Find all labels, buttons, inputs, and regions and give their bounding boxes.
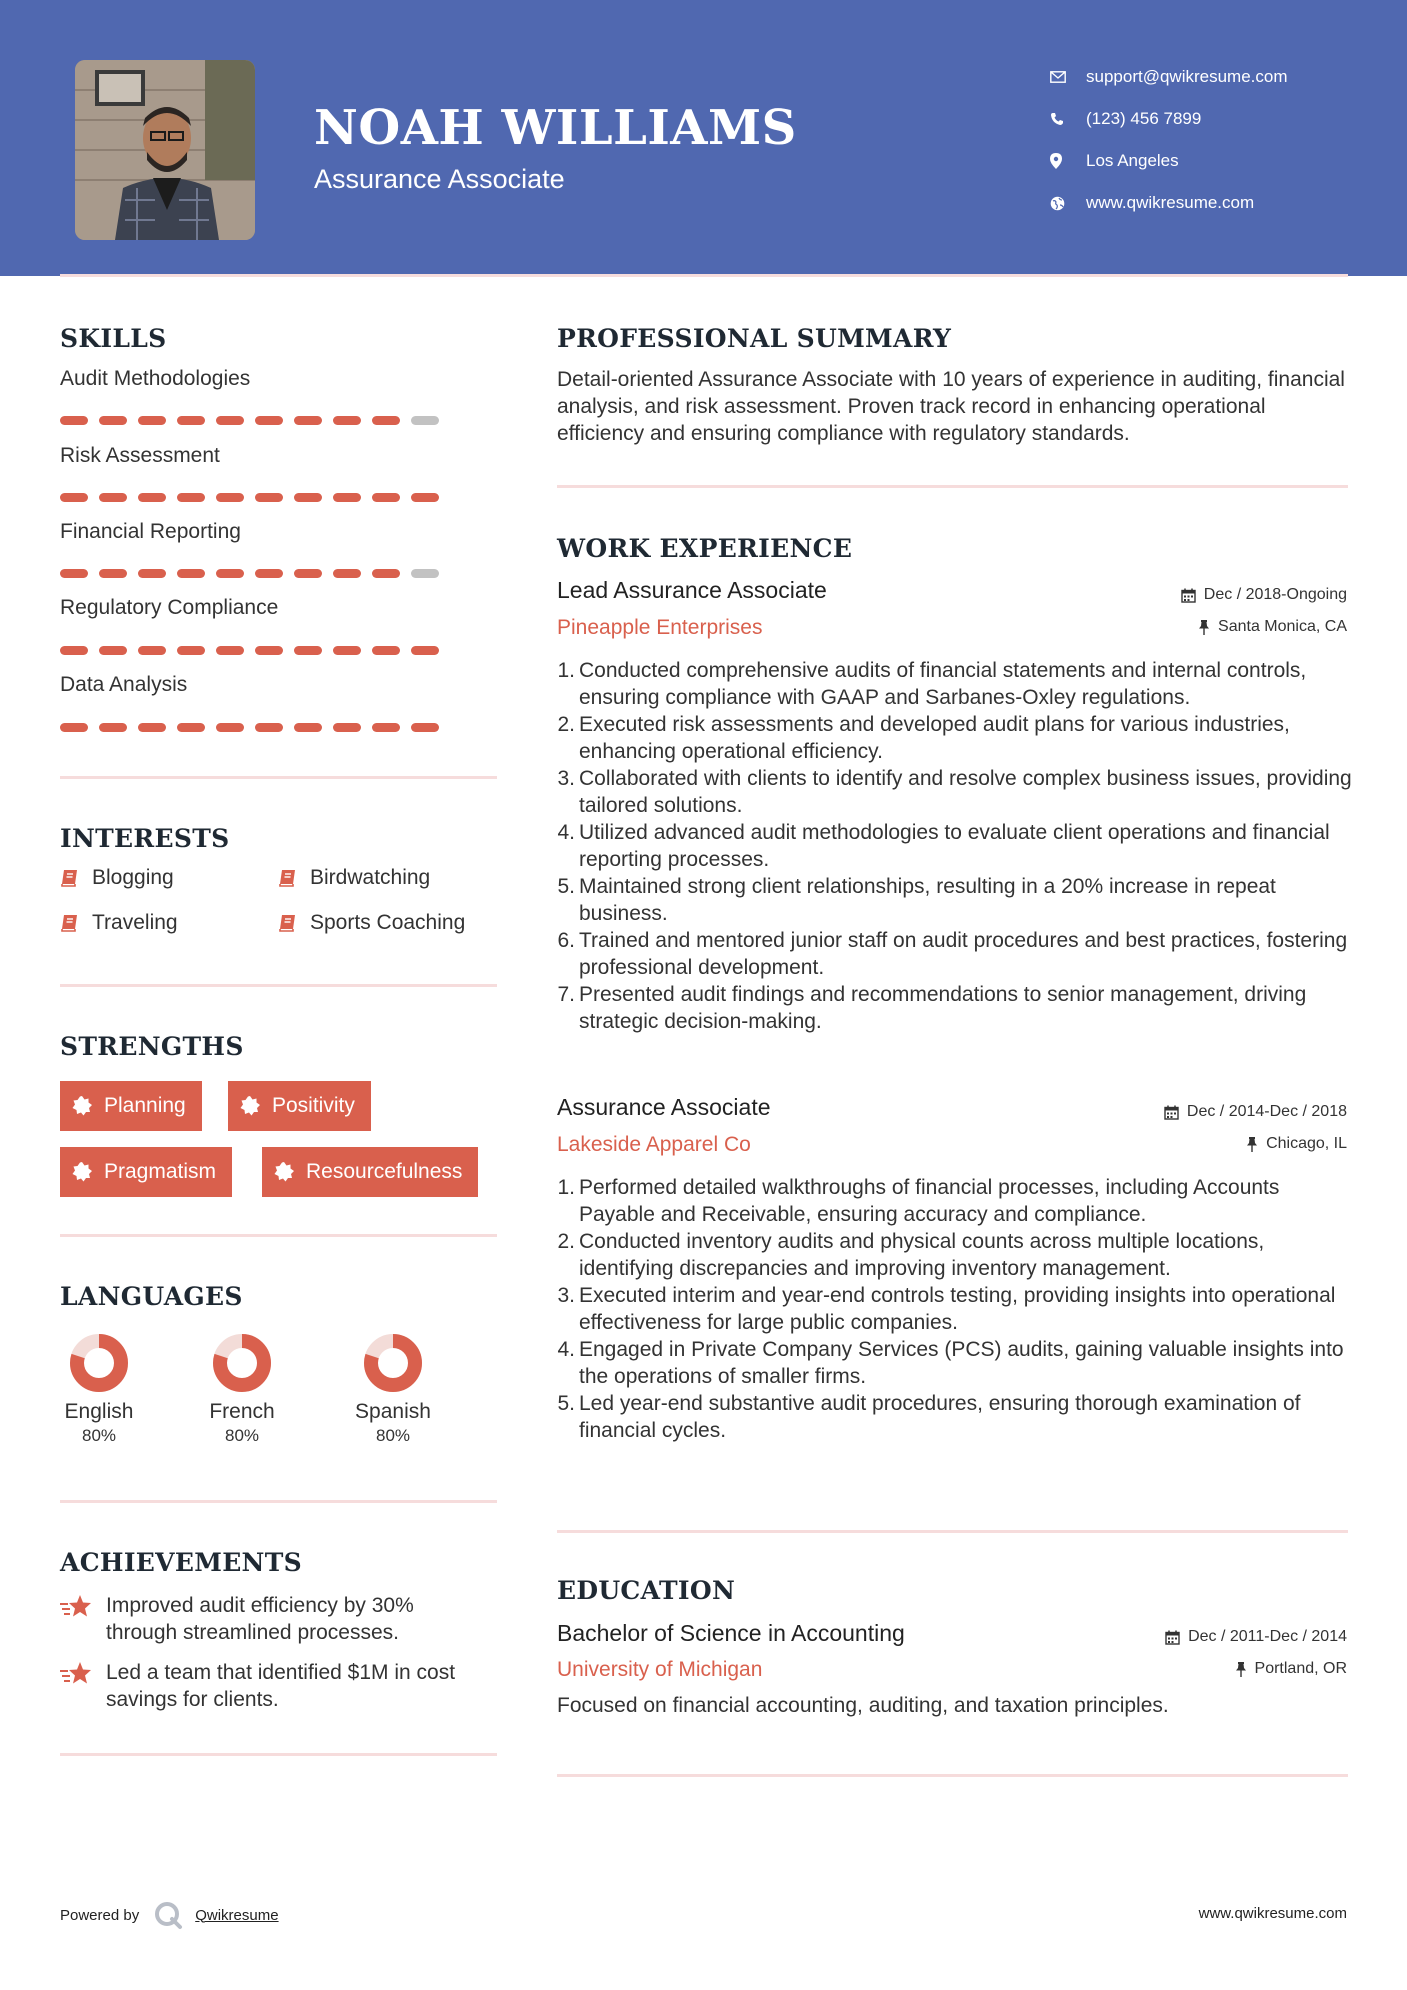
header-divider [60, 274, 1348, 277]
skill-segment-filled [294, 416, 322, 425]
language-item [333, 1332, 453, 1446]
skill-bar [60, 723, 439, 732]
education-school: University of Michigan [557, 1658, 763, 1681]
contact-location-text: Los Angeles [1086, 151, 1179, 170]
interests-title: INTERESTS [60, 824, 230, 853]
job-bullet-text: Engaged in Private Company Services (PCS) audits, gaining valuable insights into the operations of smaller firms. [579, 1338, 1344, 1388]
star-icon [60, 1661, 92, 1685]
contact-website-text: www.qwikresume.com [1086, 193, 1255, 212]
candidate-role: Assurance Associate [314, 164, 565, 194]
calendar-icon [1181, 588, 1196, 603]
section-divider [60, 1500, 497, 1503]
badge-icon [72, 1162, 92, 1182]
pushpin-icon [1235, 1662, 1247, 1677]
skill-segment-filled [255, 646, 283, 655]
skill-segment-filled [138, 646, 166, 655]
strength-label: Planning [104, 1094, 186, 1117]
job-location [1246, 1135, 1347, 1153]
skill-segment-empty [411, 416, 439, 425]
skill-segment-filled [99, 416, 127, 425]
pushpin-icon [1198, 620, 1210, 635]
contact-phone[interactable] [1050, 98, 1288, 140]
section-divider [557, 1530, 1348, 1533]
section-divider [60, 1234, 497, 1237]
resume-header [0, 0, 1407, 276]
job-dates [1181, 586, 1347, 604]
languages-title: LANGUAGES [60, 1282, 243, 1311]
achievements-title: ACHIEVEMENTS [60, 1548, 302, 1577]
skill-segment-filled [99, 646, 127, 655]
skill-segment-filled [216, 493, 244, 502]
footer-website[interactable]: www.qwikresume.com [1198, 1905, 1347, 1922]
skill-segment-filled [60, 723, 88, 732]
job-location-text: Santa Monica, CA [1218, 618, 1347, 635]
job-company: Pineapple Enterprises [557, 616, 763, 639]
calendar-icon [1164, 1105, 1179, 1120]
job-bullet: 1. Performed detailed walkthroughs of financial processes, including Accounts Payable and Receivable, ensuring accuracy and compliance. [557, 1174, 1357, 1228]
skill-segment-filled [372, 723, 400, 732]
strength-tag [228, 1081, 371, 1131]
job-location-text: Chicago, IL [1266, 1135, 1347, 1152]
achievement-item [60, 1592, 480, 1646]
job-bullets [557, 657, 1357, 1035]
job-bullet: 5. Led year-end substantive audit procedures, ensuring thorough examination of financial cycles. [557, 1390, 1357, 1444]
skill-segment-filled [372, 569, 400, 578]
interest-label: Sports Coaching [310, 911, 466, 934]
qwikresume-logo-icon [153, 1900, 183, 1930]
job-bullet: 7. Presented audit findings and recommendations to senior management, driving strategic decision-making. [557, 981, 1357, 1035]
strengths-title: STRENGTHS [60, 1032, 244, 1061]
skill-segment-filled [411, 723, 439, 732]
job-bullet-text: Utilized advanced audit methodologies to evaluate client operations and financial reporting processes. [579, 821, 1330, 871]
job-bullet-text: Presented audit findings and recommendations to senior management, driving strategic decision-making. [579, 983, 1307, 1033]
job-bullet: 5. Maintained strong client relationships, resulting in a 20% increase in repeat business. [557, 873, 1357, 927]
pushpin-icon [1246, 1137, 1258, 1152]
qwikresume-link[interactable]: Qwikresume [195, 1906, 279, 1924]
education-dates [1165, 1628, 1347, 1646]
skill-segment-filled [255, 416, 283, 425]
job-bullet-text: Conducted comprehensive audits of financial statements and internal controls, ensuring compliance with GAAP and Sarbanes-Oxley regulations. [579, 659, 1307, 709]
skill-segment-filled [333, 646, 361, 655]
education-title: EDUCATION [557, 1576, 736, 1605]
skill-segment-filled [372, 493, 400, 502]
language-name: English [64, 1400, 134, 1423]
education-degree: Bachelor of Science in Accounting [557, 1620, 905, 1646]
language-name: Spanish [355, 1400, 431, 1423]
experience-title: WORK EXPERIENCE [557, 534, 853, 563]
skill-name: Data Analysis [60, 673, 188, 696]
education-location [1235, 1660, 1347, 1678]
job-bullet: 4. Engaged in Private Company Services (PCS) audits, gaining valuable insights into the operations of smaller firms. [557, 1336, 1357, 1390]
envelope-icon [1050, 71, 1086, 83]
contact-website[interactable] [1050, 182, 1288, 224]
map-pin-icon [1050, 153, 1086, 169]
skill-segment-filled [255, 723, 283, 732]
education-dates-text: Dec / 2011-Dec / 2014 [1188, 1628, 1347, 1645]
skill-segment-filled [216, 569, 244, 578]
job-bullet-text: Led year-end substantive audit procedures, ensuring thorough examination of financial cycles. [579, 1392, 1301, 1442]
skill-segment-filled [372, 416, 400, 425]
job-bullet-text: Performed detailed walkthroughs of financial processes, including Accounts Payable and Receivable, ensuring accuracy and compliance. [579, 1176, 1280, 1226]
strength-tag [60, 1081, 202, 1131]
skill-segment-filled [99, 493, 127, 502]
skill-bar [60, 646, 439, 655]
skill-segment-filled [177, 723, 205, 732]
skill-segment-filled [216, 723, 244, 732]
strength-tag [60, 1147, 232, 1197]
interest-item [278, 911, 465, 935]
education-description: Focused on financial accounting, auditing, and taxation principles. [557, 1694, 1169, 1717]
job-bullet-text: Collaborated with clients to identify and resolve complex business issues, providing tailored solutions. [579, 767, 1352, 817]
skill-segment-filled [333, 723, 361, 732]
strength-label: Pragmatism [104, 1160, 217, 1183]
interest-label: Blogging [92, 866, 174, 889]
summary-title: PROFESSIONAL SUMMARY [557, 324, 952, 353]
skill-segment-filled [60, 416, 88, 425]
skill-segment-filled [138, 416, 166, 425]
contact-location [1050, 140, 1288, 182]
section-divider [557, 485, 1348, 488]
skill-segment-filled [294, 646, 322, 655]
book-icon [278, 868, 298, 888]
achievement-text: Led a team that identified $1M in cost savings for clients. [106, 1661, 456, 1711]
profile-photo [75, 60, 255, 240]
skill-bar [60, 569, 439, 578]
skill-segment-filled [255, 493, 283, 502]
book-icon [278, 913, 298, 933]
skill-segment-filled [294, 723, 322, 732]
globe-icon [1050, 196, 1086, 211]
section-divider [60, 1753, 497, 1756]
skill-segment-filled [177, 493, 205, 502]
skill-segment-filled [411, 646, 439, 655]
summary-text: Detail-oriented Assurance Associate with 10 years of experience in auditing, financial analysis, and risk assessment. Proven track record in enhancing operational efficiency and ensuring compliance with regulatory standards. [557, 368, 1345, 445]
contact-email[interactable] [1050, 56, 1288, 98]
job-dates-text: Dec / 2014-Dec / 2018 [1186, 1103, 1347, 1120]
phone-icon [1050, 112, 1086, 126]
language-level-ring [211, 1332, 273, 1394]
job-bullet: 2. Executed risk assessments and developed audit plans for various industries, enhancing operational efficiency. [557, 711, 1357, 765]
interest-label: Birdwatching [310, 866, 431, 889]
job-bullet-text: Executed interim and year-end controls testing, providing insights into operational effectiveness for large public companies. [579, 1284, 1336, 1334]
job-title: Lead Assurance Associate [557, 577, 827, 603]
job-bullet-text: Conducted inventory audits and physical counts across multiple locations, identifying discrepancies and improving inventory management. [579, 1230, 1265, 1280]
skill-segment-filled [333, 493, 361, 502]
interest-item [278, 866, 430, 890]
badge-icon [274, 1162, 294, 1182]
job-bullet-text: Maintained strong client relationships, resulting in a 20% increase in repeat business. [579, 875, 1276, 925]
skill-segment-filled [333, 569, 361, 578]
education-location-text: Portland, OR [1254, 1660, 1347, 1677]
interest-label: Traveling [92, 911, 178, 934]
skill-segment-filled [138, 723, 166, 732]
skill-segment-filled [60, 493, 88, 502]
strength-tag [262, 1147, 478, 1197]
language-level: 80% [81, 1426, 117, 1445]
calendar-icon [1165, 1630, 1180, 1645]
job-dates-text: Dec / 2018-Ongoing [1203, 586, 1347, 603]
contact-info [1050, 56, 1288, 224]
skills-title: SKILLS [60, 324, 167, 353]
section-divider [60, 776, 497, 779]
job-bullet: 6. Trained and mentored junior staff on audit procedures and best practices, fostering professional development. [557, 927, 1357, 981]
job-dates [1164, 1103, 1347, 1121]
job-bullet: 2. Conducted inventory audits and physical counts across multiple locations, identifying discrepancies and improving inventory management. [557, 1228, 1357, 1282]
section-divider [60, 984, 497, 987]
job-bullet-text: Trained and mentored junior staff on audit procedures and best practices, fostering professional development. [579, 929, 1348, 979]
skill-segment-filled [372, 646, 400, 655]
book-icon [60, 913, 80, 933]
powered-by-label: Powered by [60, 1906, 140, 1924]
skill-bar [60, 493, 439, 502]
interest-item [60, 866, 174, 890]
badge-icon [72, 1096, 92, 1116]
skill-segment-filled [294, 493, 322, 502]
language-name: French [209, 1400, 275, 1423]
job-title: Assurance Associate [557, 1094, 771, 1120]
skill-segment-filled [138, 493, 166, 502]
language-level: 80% [224, 1426, 260, 1445]
candidate-name: NOAH WILLIAMS [314, 100, 797, 156]
achievement-text: Improved audit efficiency by 30% through streamlined processes. [106, 1594, 414, 1644]
book-icon [60, 868, 80, 888]
skill-segment-filled [216, 646, 244, 655]
star-icon [60, 1594, 92, 1618]
skill-name: Financial Reporting [60, 520, 241, 543]
skill-segment-filled [177, 646, 205, 655]
contact-phone-text: (123) 456 7899 [1086, 109, 1202, 128]
section-divider [557, 1774, 1348, 1777]
interest-item [60, 911, 178, 935]
strength-label: Positivity [272, 1094, 355, 1117]
job-bullet: 3. Executed interim and year-end controls testing, providing insights into operational effectiveness for large public companies. [557, 1282, 1357, 1336]
language-level-ring [68, 1332, 130, 1394]
job-bullet: 3. Collaborated with clients to identify and resolve complex business issues, providing tailored solutions. [557, 765, 1357, 819]
skill-segment-filled [60, 569, 88, 578]
skill-name: Audit Methodologies [60, 367, 251, 390]
language-level-ring [362, 1332, 424, 1394]
skill-segment-filled [138, 569, 166, 578]
skill-segment-filled [294, 569, 322, 578]
language-item [39, 1332, 159, 1446]
skill-segment-filled [333, 416, 361, 425]
badge-icon [240, 1096, 260, 1116]
skill-segment-filled [255, 569, 283, 578]
skill-segment-empty [411, 569, 439, 578]
skill-segment-filled [411, 493, 439, 502]
job-company: Lakeside Apparel Co [557, 1133, 751, 1156]
skill-bar [60, 416, 439, 425]
footer-powered-by [60, 1900, 279, 1930]
job-bullet: 4. Utilized advanced audit methodologies to evaluate client operations and financial reporting processes. [557, 819, 1357, 873]
skill-segment-filled [99, 569, 127, 578]
strength-label: Resourcefulness [306, 1160, 463, 1183]
achievement-item [60, 1659, 480, 1713]
contact-email-text: support@qwikresume.com [1086, 67, 1288, 86]
skill-segment-filled [60, 646, 88, 655]
skill-name: Risk Assessment [60, 444, 220, 467]
language-item [182, 1332, 302, 1446]
job-bullets [557, 1174, 1357, 1444]
skill-segment-filled [216, 416, 244, 425]
skill-segment-filled [177, 569, 205, 578]
job-location [1198, 618, 1347, 636]
job-bullet-text: Executed risk assessments and developed audit plans for various industries, enhancing operational efficiency. [579, 713, 1290, 763]
language-level: 80% [375, 1426, 411, 1445]
skill-name: Regulatory Compliance [60, 596, 279, 619]
skill-segment-filled [99, 723, 127, 732]
skill-segment-filled [177, 416, 205, 425]
job-bullet: 1. Conducted comprehensive audits of financial statements and internal controls, ensuring compliance with GAAP and Sarbanes-Oxley regulations. [557, 657, 1357, 711]
